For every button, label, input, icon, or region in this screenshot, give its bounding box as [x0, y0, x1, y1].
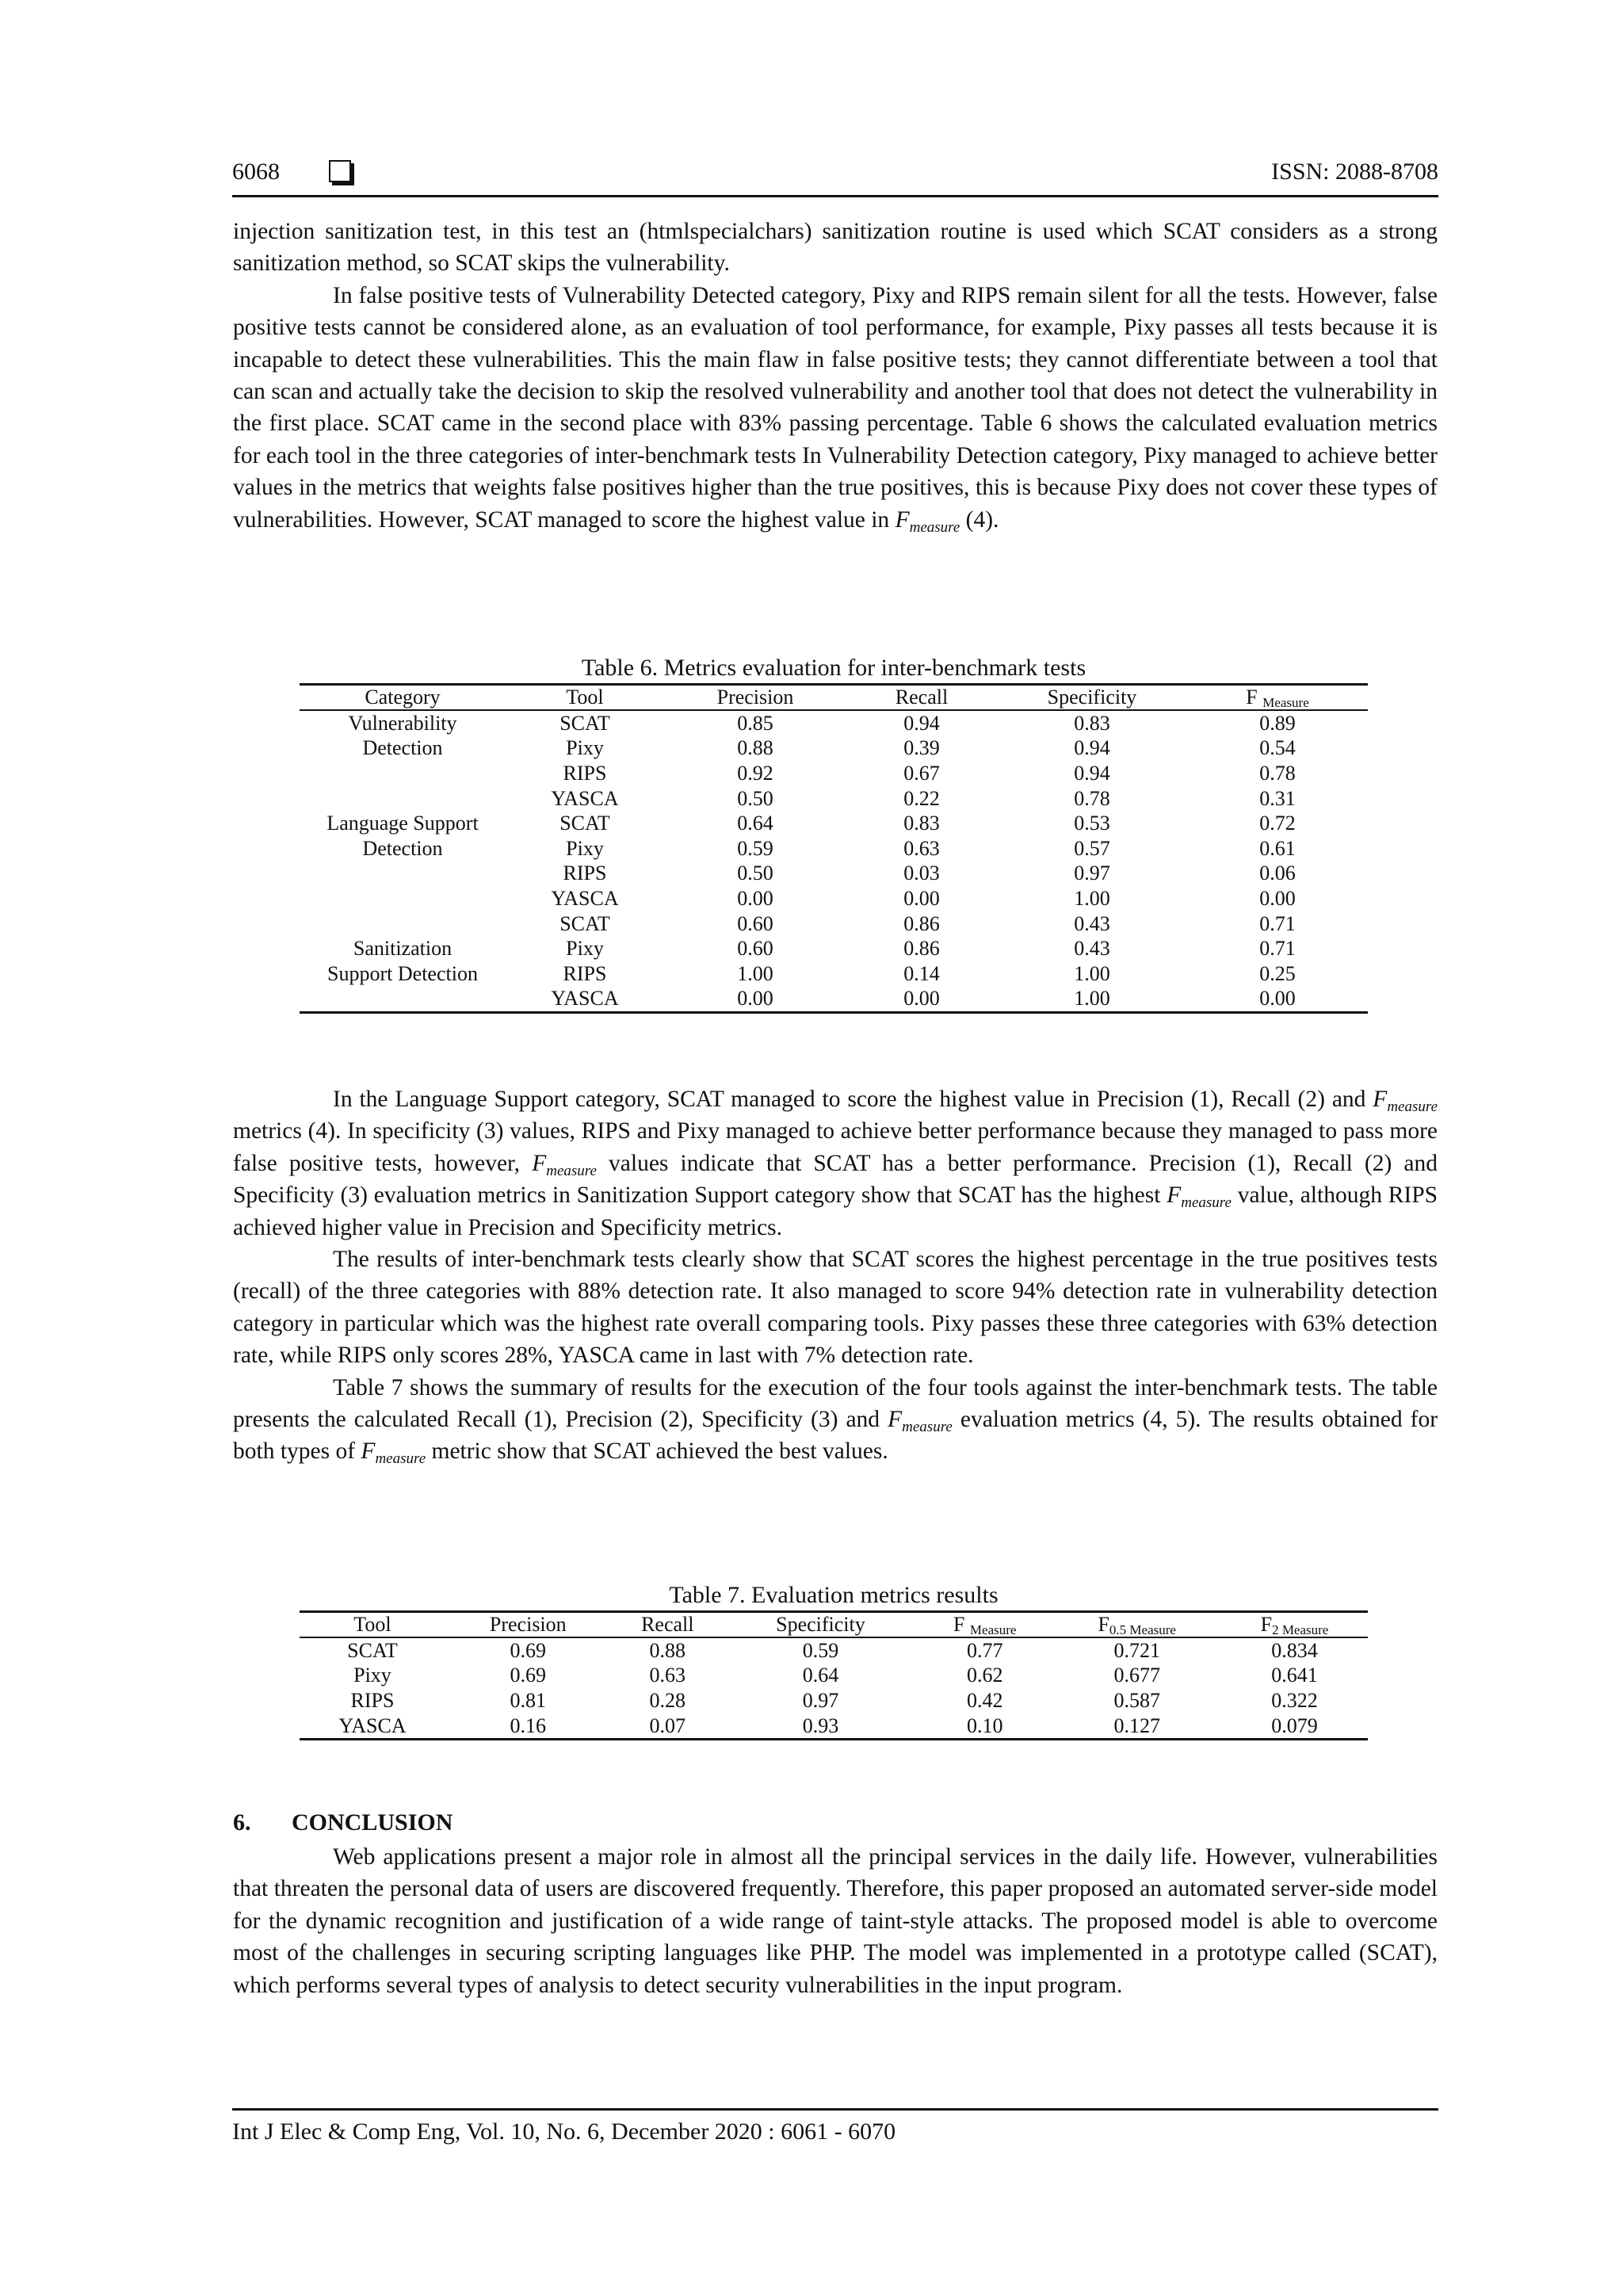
table-cell: Detection	[362, 736, 443, 760]
table-cell: 0.67	[903, 761, 940, 785]
table-cell: 0.00	[1259, 886, 1296, 910]
paragraph: injection sanitization test, in this test an (htmlspecialchars) sanitization routine is used which SCAT considers as a strong sanitization method, so SCAT skips the vulnerability.	[233, 219, 1438, 277]
table-row	[300, 761, 1368, 786]
table-row	[300, 736, 1368, 762]
table-cell: 0.59	[802, 1638, 839, 1662]
column-header: Recall	[611, 1612, 724, 1638]
table-row	[300, 936, 1368, 961]
table-cell: SCAT	[559, 711, 610, 735]
table-cell: 0.85	[737, 711, 773, 735]
table-cell: 0.39	[903, 736, 940, 760]
table-cell: 0.92	[737, 761, 773, 785]
column-header: $F_{0.5 Measure}$	[1052, 1612, 1221, 1638]
table-cell: Pixy	[566, 836, 604, 860]
table-cell: 0.43	[1074, 937, 1110, 961]
table-cell: 0.03	[903, 861, 940, 885]
column-header: Precision	[664, 685, 846, 711]
table-cell: 0.83	[903, 812, 940, 835]
table-cell	[300, 786, 506, 812]
table-cell: 0.94	[903, 711, 940, 735]
column-header: F $_{Measure}$	[917, 1612, 1053, 1638]
table-cell: 1.00	[1074, 961, 1110, 985]
table-row	[300, 1713, 1368, 1740]
table-cell: Pixy	[353, 1664, 391, 1687]
table-cell: YASCA	[300, 1713, 445, 1740]
table-cell: 0.88	[737, 736, 773, 760]
table-cell: SCAT	[559, 812, 610, 835]
table-cell	[300, 886, 506, 911]
table-cell: 1.00	[1074, 886, 1110, 910]
section-heading	[233, 1809, 453, 1836]
table-cell: Pixy	[566, 937, 604, 961]
table-cell: YASCA	[506, 987, 664, 1013]
table-cell: 1.00	[737, 961, 773, 985]
table-cell: 0.00	[1187, 987, 1368, 1013]
table-cell: YASCA	[551, 886, 619, 910]
column-header: Specificity	[997, 685, 1187, 711]
page-footer	[232, 2108, 1438, 2145]
column-header: Specificity	[724, 1612, 917, 1638]
table-cell: 0.59	[737, 836, 773, 860]
table-cell: 0.86	[903, 937, 940, 961]
table-cell: RIPS	[350, 1688, 395, 1712]
table-cell: RIPS	[563, 761, 607, 785]
table-row	[300, 1688, 1368, 1713]
table-header-row	[300, 685, 1368, 711]
body-text-middle	[233, 1083, 1438, 1468]
table-cell: 0.16	[445, 1713, 611, 1740]
table-cell: 0.43	[1074, 911, 1110, 935]
table-cell	[300, 987, 506, 1013]
table-cell: Pixy	[566, 736, 604, 760]
table-cell: 0.07	[611, 1713, 724, 1740]
table-cell: 0.97	[1074, 861, 1110, 885]
table-cell: 0.31	[1259, 786, 1296, 810]
table-row	[300, 886, 1368, 911]
table-row	[300, 811, 1368, 836]
table-cell: 0.94	[1074, 761, 1110, 785]
column-header: Category	[300, 685, 506, 711]
table-cell: 0.77	[966, 1638, 1003, 1662]
paragraph: Web applications present a major role in almost all the principal services in the daily life. However, vulnerabilities that threaten the personal data of users are discovered frequently. Therefore, this paper proposed an automated server-side model for the dynamic recognition and justification of a wide range of taint-style attacks. The proposed model is able to overcome most of the challenges in securing scripting languages like PHP. The model was implemented in a prototype called (SCAT), which performs several types of analysis to detect security vulnerabilities in the input program.	[233, 1844, 1438, 1998]
table-row	[300, 987, 1368, 1013]
column-header: Recall	[846, 685, 997, 711]
table-cell: 0.64	[737, 812, 773, 835]
table-cell: 0.834	[1271, 1638, 1318, 1662]
table-cell: 0.86	[903, 911, 940, 935]
table-cell: 0.50	[737, 786, 773, 810]
table-cell: 0.83	[1074, 711, 1110, 735]
table-cell: 0.78	[1074, 786, 1110, 810]
table-cell	[300, 761, 506, 786]
table-cell: 0.127	[1052, 1713, 1221, 1740]
table-cell: 0.22	[903, 786, 940, 810]
table-cell: 0.587	[1113, 1688, 1160, 1712]
table-cell: Language Support	[327, 812, 479, 835]
column-header: Tool	[300, 1612, 445, 1638]
table-cell: 0.64	[802, 1664, 839, 1687]
table-row	[300, 786, 1368, 812]
table-row	[300, 710, 1368, 736]
table-caption: Table 7. Evaluation metrics results	[669, 1582, 999, 1608]
table-cell: 0.94	[1074, 736, 1110, 760]
paragraph: The results of inter-benchmark tests clearly show that SCAT scores the highest percentage in the true positives tests (recall) of the three categories with 88% detection rate. It also managed to score 94% detection rate in vulnerability detection category in particular which was the highest rate overall comparing tools. Pixy passes these three categories with 63% detection rate, while RIPS only scores 28%, YASCA came in last with 7% detection rate.	[233, 1247, 1438, 1369]
section-title: CONCLUSION	[292, 1809, 453, 1836]
table-row	[300, 961, 1368, 987]
table-cell: 0.641	[1271, 1664, 1318, 1687]
body-text-conclusion	[233, 1841, 1438, 2001]
table-cell: 0.78	[1259, 761, 1296, 785]
page-number: 6068	[232, 159, 280, 185]
table-caption: Table 6. Metrics evaluation for inter-benchmark tests	[581, 655, 1086, 681]
table-cell: Support Detection	[327, 961, 478, 985]
table-cell: 0.88	[649, 1638, 686, 1662]
table-cell	[300, 861, 506, 887]
column-header: $F_{2 Measure}$	[1221, 1612, 1368, 1638]
table-header-row	[300, 1612, 1368, 1638]
table-row	[300, 1664, 1368, 1689]
table-row	[300, 911, 1368, 937]
column-header: Tool	[506, 685, 664, 711]
table-cell: 0.14	[903, 961, 940, 985]
table-7	[300, 1582, 1368, 1740]
table-cell: 0.72	[1259, 812, 1296, 835]
section-number: 6.	[233, 1809, 251, 1836]
table-6	[300, 655, 1368, 1014]
table-cell: 0.71	[1259, 911, 1296, 935]
table-cell: 0.079	[1221, 1713, 1368, 1740]
table-cell: 0.97	[802, 1688, 839, 1712]
table-cell: 0.89	[1259, 711, 1296, 735]
square-box-icon	[329, 160, 351, 182]
table-cell: 1.00	[997, 987, 1187, 1013]
table-cell: 0.60	[737, 937, 773, 961]
column-header: F $_{Measure}$	[1187, 685, 1368, 711]
table-cell: 0.322	[1271, 1688, 1318, 1712]
table-cell: RIPS	[563, 861, 607, 885]
paragraph: In the Language Support category, SCAT managed to score the highest value in Precision (1), Recall (2) and $F_{measure}$ metrics (4). In specificity (3) values, RIPS and Pixy managed to achieve better performance because they managed to pass more false positive tests, however, $F_{measure}$ values indicate that SCAT has a better performance. Precision (1), Recall (2) and Specificity (3) evaluation metrics in Sanitization Support category show that SCAT has the highest $F_{measure}$ value, although RIPS achieved higher value in Precision and Specificity metrics.	[233, 1087, 1438, 1240]
table-cell: 0.42	[966, 1688, 1003, 1712]
table-row	[300, 1637, 1368, 1664]
table-cell: SCAT	[559, 911, 610, 935]
table-cell: 0.00	[846, 987, 997, 1013]
table-cell: 0.71	[1259, 937, 1296, 961]
table-cell: 0.28	[649, 1688, 686, 1712]
table-cell: 0.69	[510, 1638, 547, 1662]
table-cell: 0.57	[1074, 836, 1110, 860]
paragraph: Table 7 shows the summary of results for the execution of the four tools against the inter-benchmark tests. The table presents the calculated Recall (1), Precision (2), Specificity (3) and $F_{measure}$ evaluation metrics (4, 5). The results obtained for both types of $F_{measure}$ metric show that SCAT achieved the best values.	[233, 1374, 1438, 1468]
table-cell: Detection	[362, 836, 443, 860]
table-cell: 0.677	[1113, 1664, 1160, 1687]
table-row	[300, 836, 1368, 861]
table-cell	[300, 911, 506, 937]
table-cell: 0.63	[903, 836, 940, 860]
table-cell: Vulnerability	[348, 711, 457, 735]
body-text-top	[233, 216, 1438, 536]
table-cell: 0.00	[664, 987, 846, 1013]
table-cell: YASCA	[551, 786, 619, 810]
table-cell: 0.81	[510, 1688, 547, 1712]
table-cell: 0.61	[1259, 836, 1296, 860]
table-cell: SCAT	[347, 1638, 398, 1662]
table-cell: 0.63	[649, 1664, 686, 1687]
table-cell: 0.60	[737, 911, 773, 935]
table-cell: 0.53	[1074, 812, 1110, 835]
footer-citation: Int J Elec & Comp Eng, Vol. 10, No. 6, December 2020 : 6061 - 6070	[232, 2118, 896, 2145]
table-cell: 0.721	[1113, 1638, 1160, 1662]
issn: ISSN: 2088-8708	[1271, 159, 1438, 185]
page-header	[232, 152, 1438, 197]
table-cell: Sanitization	[353, 937, 453, 961]
table-cell: 0.50	[737, 861, 773, 885]
table-cell: 0.00	[737, 886, 773, 910]
column-header: Precision	[445, 1612, 611, 1638]
table-cell: 0.10	[917, 1713, 1053, 1740]
table-row	[300, 861, 1368, 887]
table-cell: 0.69	[510, 1664, 547, 1687]
table-cell: 0.54	[1259, 736, 1296, 760]
table-cell: 0.00	[903, 886, 940, 910]
table-cell: 0.62	[966, 1664, 1003, 1687]
table-cell: 0.06	[1259, 861, 1296, 885]
table-cell: 0.93	[724, 1713, 917, 1740]
table-cell: 0.25	[1259, 961, 1296, 985]
table-cell: RIPS	[563, 961, 607, 985]
paragraph: In false positive tests of Vulnerability Detected category, Pixy and RIPS remain silent for all the tests. However, false positive tests cannot be considered alone, as an evaluation of tool performance, for example, Pixy passes all tests because it is incapable to detect these vulnerabilities. This the main flaw in false positive tests; they cannot differentiate between a tool that can scan and actually take the decision to skip the resolved vulnerability and another tool that does not detect the vulnerability in the first place. SCAT came in the second place with 83% passing percentage. Table 6 shows the calculated evaluation metrics for each tool in the three categories of inter-benchmark tests In Vulnerability Detection category, Pixy managed to achieve better values in the metrics that weights false positives higher than the true positives, this is because Pixy does not cover these types of vulnerabilities. However, SCAT managed to score the highest value in $F_{measure}$ (4).	[233, 282, 1438, 536]
fmeasure-symbol: $F_{measure}$	[895, 506, 960, 536]
